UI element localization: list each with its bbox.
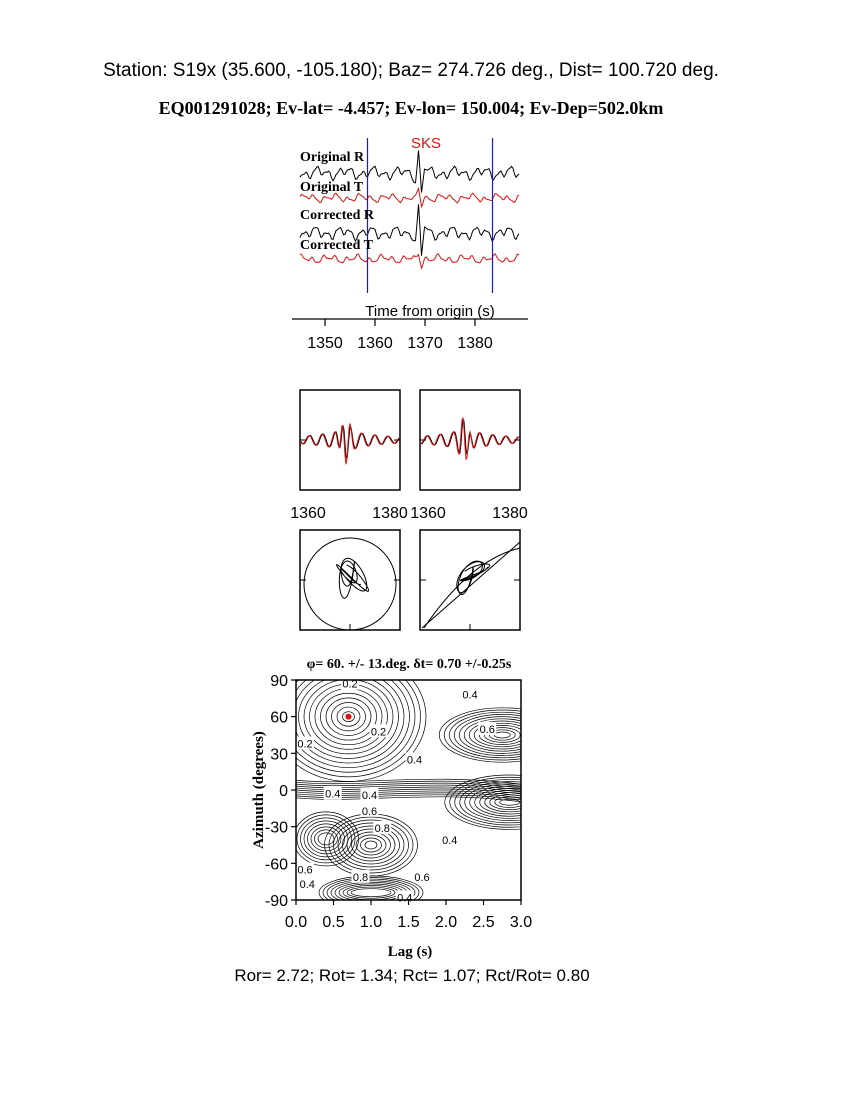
trace-corrected-t: [300, 254, 519, 269]
best-fit-marker: [346, 714, 352, 720]
azimuth-tick-label-90: 90: [270, 673, 288, 690]
contour-label: 0.6: [297, 864, 313, 877]
trace-label-corrected-r: Corrected R: [300, 208, 374, 223]
seismogram-panel: [292, 135, 528, 352]
contour-left: [311, 827, 341, 851]
contour-left: [318, 833, 334, 845]
contour-label: 0.4: [462, 689, 478, 702]
contour-center-max: [365, 841, 377, 849]
contour-label: 0.8: [374, 822, 390, 835]
time-tick-label-1360: 1360: [357, 335, 393, 352]
contour-label: 0.6: [479, 723, 495, 736]
trace-label-original-t: Original T: [300, 180, 364, 195]
particle-motion-original: [337, 558, 369, 598]
time-tick-label-1370: 1370: [407, 335, 443, 352]
contour-label: 0.4: [406, 754, 423, 767]
grid-title: φ= 60. +/- 13.deg. δt= 0.70 +/-0.25s: [306, 657, 512, 672]
contour-label: 0.4: [299, 879, 315, 892]
contour-center-max: [334, 820, 409, 870]
azimuth-tick-label-60: 60: [270, 709, 288, 727]
ratio-summary: Ror= 2.72; Rot= 1.34; Rct= 1.07; Rct/Rot= 0.80: [234, 966, 590, 985]
waveform-fast: [301, 425, 399, 459]
contour-label: 0.2: [342, 678, 358, 691]
waveform-comparison-panels: [290, 390, 528, 522]
energy-grid-panel: [251, 652, 575, 960]
lag-tick-label-1.5: 1.5: [397, 914, 420, 931]
contour-upper-right: [494, 732, 510, 738]
contour-label: 0.6: [361, 805, 378, 818]
lag-tick-label-3.0: 3.0: [509, 914, 533, 931]
contour-upper-right: [454, 714, 550, 755]
trace-label-corrected-t: Corrected T: [300, 238, 373, 253]
azimuth-tick-label-0: 0: [279, 783, 288, 800]
lag-tick-label-1.0: 1.0: [359, 914, 383, 931]
pm-linear-line: [422, 542, 520, 628]
contour-label: 0.4: [325, 788, 341, 801]
waveform-box-corrected: [420, 390, 520, 490]
particle-motion-corrected: [457, 561, 490, 595]
contour-label: 0.4: [397, 892, 413, 905]
lag-tick-label-2.5: 2.5: [472, 914, 495, 931]
time-axis-label: Time from origin (s): [365, 303, 495, 320]
time-tick-label-1350: 1350: [307, 335, 343, 352]
tick-label-right-1360: 1360: [410, 505, 446, 522]
grid-xlabel: Lag (s): [387, 944, 433, 960]
contour-label: 0.6: [414, 871, 430, 884]
lag-tick-label-0.0: 0.0: [284, 914, 308, 931]
particle-motion-panels: [291, 525, 520, 643]
contour-upper-right: [444, 710, 560, 760]
contour-bottom: [339, 884, 403, 902]
contour-label: 0.8: [352, 871, 369, 884]
contour-upper-right: [464, 719, 540, 751]
tick-label-left-1380: 1380: [372, 505, 408, 522]
time-tick-label-1380: 1380: [457, 335, 493, 352]
contour-center-max: [352, 832, 391, 858]
lag-tick-label-2.0: 2.0: [434, 914, 458, 931]
contour-upper-right: [439, 708, 565, 762]
azimuth-tick-label--30: -30: [264, 819, 288, 837]
contour-upper-right: [459, 717, 545, 754]
contour-label: 0.4: [361, 789, 378, 802]
contour-center-max: [329, 817, 413, 873]
particle-box-corrected: [420, 530, 520, 630]
lag-tick-label-0.5: 0.5: [322, 914, 345, 931]
contour-label: 0.4: [442, 835, 458, 848]
contour-bottom: [351, 889, 391, 897]
phase-label-sks: SKS: [410, 135, 442, 152]
grid-ylabel: Azimuth (degrees): [251, 731, 267, 849]
contour-center-max: [361, 838, 382, 852]
azimuth-tick-label--60: -60: [264, 856, 288, 874]
contour-left: [304, 821, 348, 857]
azimuth-tick-label--90: -90: [264, 893, 288, 910]
contour-mid-right: [465, 784, 555, 821]
tick-label-right-1380: 1380: [492, 505, 528, 522]
contour-left: [297, 815, 355, 863]
tick-label-left-1360: 1360: [290, 505, 326, 522]
pm-curve: [424, 548, 520, 628]
event-title: EQ001291028; Ev-lat= -4.457; Ev-lon= 150.004; Ev-Dep=502.0km: [158, 98, 664, 118]
particle-box-original: [300, 530, 400, 630]
trace-label-original-r: Original R: [300, 150, 365, 165]
contour-label: 0.2: [297, 738, 313, 751]
contour-center-max: [338, 823, 404, 867]
contour-mid-right: [485, 793, 535, 812]
azimuth-tick-label-30: 30: [270, 746, 288, 764]
contour-bottom: [343, 885, 399, 899]
contour-mid-right: [480, 790, 540, 814]
station-title: Station: S19x (35.600, -105.180); Baz= 274.726 deg., Dist= 100.720 deg.: [103, 60, 719, 81]
contour-label: 0.2: [370, 726, 387, 739]
